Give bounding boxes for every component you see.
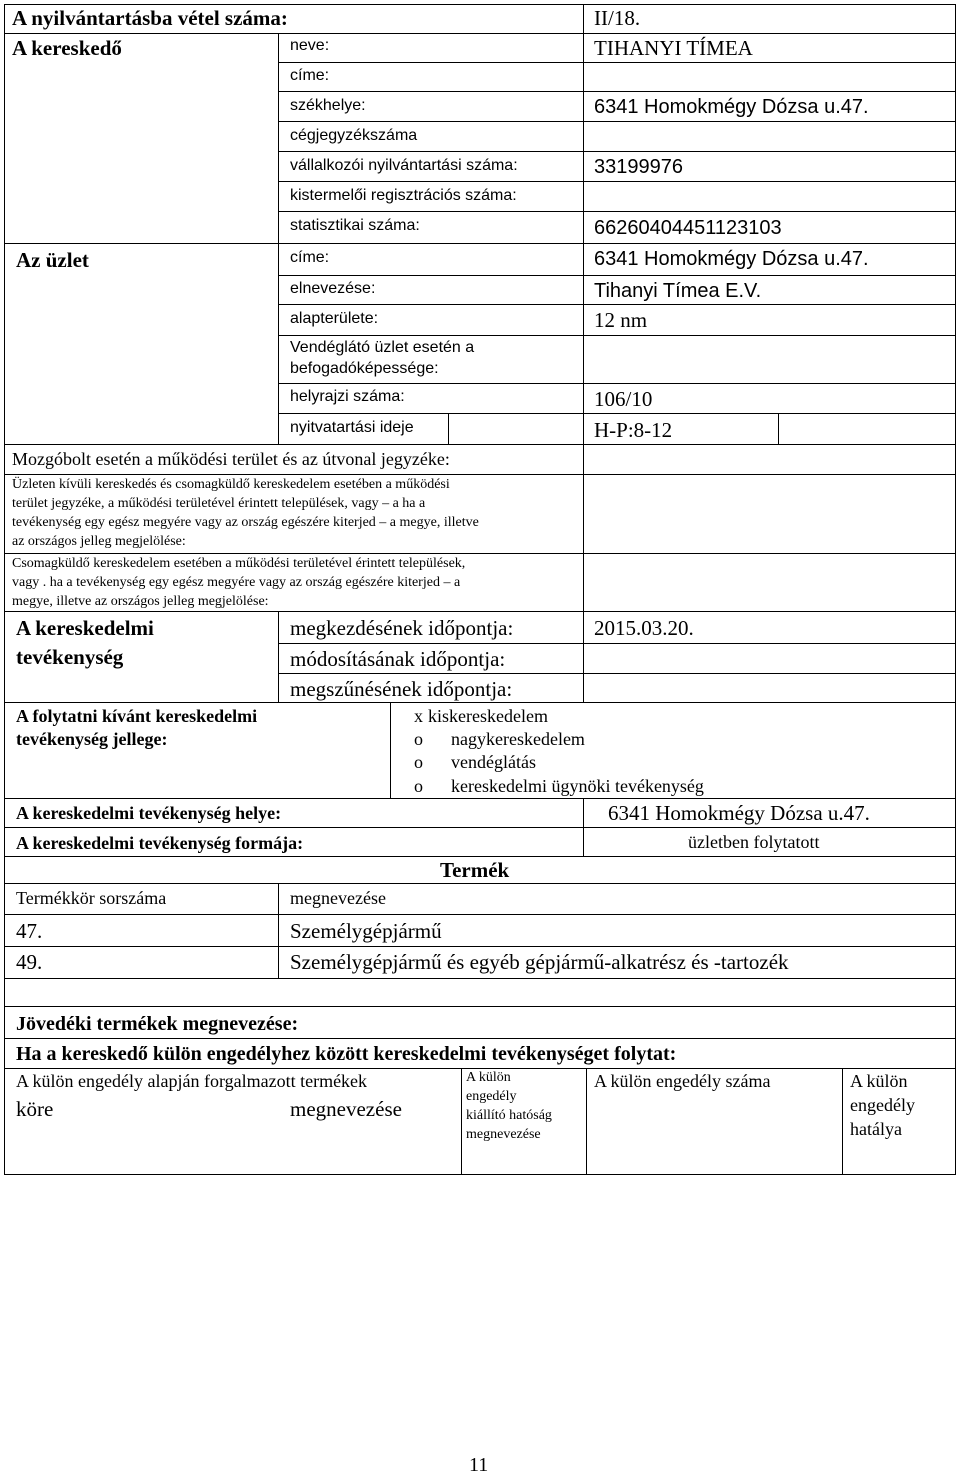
activity-start-value: 2015.03.20.	[594, 616, 694, 640]
row-divider	[278, 211, 955, 212]
option-mark: o	[414, 776, 423, 796]
row-divider	[278, 151, 955, 152]
row-divider	[278, 383, 955, 384]
col-divider	[278, 884, 279, 978]
product-number: 49.	[16, 950, 43, 974]
row-divider	[5, 856, 955, 857]
outside-text: tevékenység egy egész megyére vagy az ország egészére kiterjed – a megye, illetve	[12, 515, 479, 530]
col-divider	[448, 413, 449, 444]
nature-label: tevékenység jellege:	[16, 729, 168, 749]
col-divider	[842, 1069, 843, 1175]
outside-text: Üzleten kívüli kereskedés és csomagküldő kereskedelem esetében a működési	[12, 477, 450, 492]
option-mark: o	[414, 752, 423, 772]
option-mark: x	[414, 706, 423, 726]
license-col-validity: hatálya	[850, 1119, 902, 1139]
row-divider	[278, 91, 955, 92]
trader-heading: A kereskedő	[12, 36, 122, 60]
shop-lot-label: helyrajzi száma:	[290, 388, 405, 405]
trader-stat-label: statisztikai száma:	[290, 217, 420, 234]
license-col-products: A külön engedély alapján forgalmazott termékek	[16, 1071, 368, 1091]
row-divider	[5, 611, 955, 612]
mailorder-text: vagy . ha a tevékenység egy egész megyére vagy az ország egészére kiterjed – a	[12, 575, 461, 590]
col-divider	[586, 1069, 587, 1175]
col-divider	[461, 1069, 462, 1175]
trader-name-value: TIHANYI TÍMEA	[594, 36, 753, 60]
license-col-authority: kiállító hatóság	[466, 1108, 552, 1123]
row-divider	[278, 181, 955, 182]
shop-name-label: elnevezése:	[290, 280, 376, 297]
form-label: A kereskedelmi tevékenység formája:	[16, 833, 304, 853]
place-value: 6341 Homokmégy Dózsa u.47.	[608, 801, 870, 825]
license-col-scope: köre	[16, 1097, 54, 1121]
mailorder-text: Csomagküldő kereskedelem esetében a működési területével érintett települések,	[12, 556, 466, 571]
outside-text: az országos jelleg megjelölése:	[12, 534, 186, 549]
row-divider	[5, 946, 955, 947]
row-divider	[278, 275, 955, 276]
shop-lot-value: 106/10	[594, 387, 653, 411]
activity-heading: A kereskedelmi	[16, 616, 154, 640]
trader-address-label: címe:	[290, 67, 330, 84]
activity-start-label: megkezdésének időpontja:	[290, 616, 514, 640]
col-divider	[390, 703, 391, 798]
product-number: 47.	[16, 919, 43, 943]
product-name: Személygépjármű és egyéb gépjármű-alkatrész és -tartozék	[290, 950, 789, 974]
row-divider	[5, 798, 955, 799]
row-divider	[5, 474, 955, 475]
trader-stat-value: 66260404451123103	[594, 217, 782, 239]
shop-area-value: 12 nm	[594, 308, 648, 332]
row-divider	[278, 304, 955, 305]
shop-hours-value: H-P:8-12	[594, 418, 673, 442]
products-heading: Termék	[440, 858, 510, 882]
row-divider	[278, 413, 955, 414]
trader-seat-label: székhelye:	[290, 97, 366, 114]
row-divider	[5, 702, 955, 703]
activity-heading: tevékenység	[16, 645, 124, 669]
option-text: vendéglátás	[451, 752, 536, 772]
option-text: kereskedelmi ügynöki tevékenység	[451, 776, 704, 796]
row-divider	[5, 883, 955, 884]
shop-address-label: címe:	[290, 249, 330, 266]
shop-name-value: Tihanyi Tímea E.V.	[594, 280, 762, 302]
activity-end-label: megszűnésének időpontja:	[290, 677, 513, 701]
row-divider	[5, 978, 955, 979]
shop-heading: Az üzlet	[16, 248, 89, 272]
trader-producer-label: kistermelői regisztrációs száma:	[290, 187, 517, 204]
col-divider	[583, 5, 584, 444]
row-divider	[5, 827, 955, 828]
col-divider	[583, 444, 584, 612]
product-name: Személygépjármű	[290, 919, 442, 943]
trader-entrepreneur-label: vállalkozói nyilvántartási száma:	[290, 157, 518, 174]
row-divider	[5, 914, 955, 915]
license-col-validity: engedély	[850, 1095, 915, 1115]
col-divider	[278, 612, 279, 702]
activity-mod-label: módosításának időpontja:	[290, 647, 506, 671]
row-divider	[278, 62, 955, 63]
shop-capacity-label: Vendéglátó üzlet esetén a	[290, 339, 475, 356]
trader-company-reg-label: cégjegyzékszáma	[290, 127, 418, 144]
license-col-validity: A külön	[850, 1071, 908, 1091]
row-divider	[5, 1006, 955, 1007]
nature-label: A folytatni kívánt kereskedelmi	[16, 706, 258, 726]
col-divider	[778, 413, 779, 444]
row-divider	[5, 553, 955, 554]
shop-capacity-label: befogadóképessége:	[290, 360, 439, 377]
col-divider	[583, 612, 584, 702]
registration-value: II/18.	[594, 6, 641, 30]
registration-label: A nyilvántartásba vétel száma:	[12, 6, 288, 30]
products-col-number: Termékkör sorszáma	[16, 888, 167, 908]
license-col-authority: engedély	[466, 1089, 517, 1104]
option-text: kiskereskedelem	[428, 706, 548, 726]
license-col-authority: A külön	[466, 1070, 511, 1085]
row-divider	[278, 121, 955, 122]
row-divider	[278, 673, 955, 674]
option-text: nagykereskedelem	[451, 729, 585, 749]
products-col-name: megnevezése	[290, 888, 386, 908]
page-number: 11	[469, 1454, 489, 1476]
shop-hours-label: nyitvatartási ideje	[290, 419, 414, 436]
license-col-number: A külön engedély száma	[594, 1071, 771, 1091]
row-divider	[278, 643, 955, 644]
license-heading: Ha a kereskedő külön engedélyhez között kereskedelmi tevékenységet folytat:	[16, 1043, 677, 1065]
row-divider	[5, 33, 955, 34]
shop-address-value: 6341 Homokmégy Dózsa u.47.	[594, 248, 869, 270]
trader-seat-value: 6341 Homokmégy Dózsa u.47.	[594, 96, 869, 118]
row-divider	[278, 335, 955, 336]
trader-entrepreneur-value: 33199976	[594, 156, 683, 178]
outside-text: terület jegyzéke, a működési területével érintett települések, vagy – a ha a	[12, 496, 426, 511]
row-divider	[5, 444, 955, 445]
row-divider	[5, 1038, 955, 1039]
license-col-name: megnevezése	[290, 1097, 402, 1121]
col-divider	[278, 34, 279, 444]
mailorder-text: megye, illetve az országos jelleg megjelölése:	[12, 594, 269, 609]
excise-label: Jövedéki termékek megnevezése:	[16, 1013, 299, 1035]
place-label: A kereskedelmi tevékenység helye:	[16, 803, 282, 823]
form-value: üzletben folytatott	[688, 832, 820, 852]
mobile-label: Mozgóbolt esetén a működési terület és az útvonal jegyzéke:	[12, 449, 450, 469]
trader-name-label: neve:	[290, 37, 330, 54]
shop-area-label: alapterülete:	[290, 310, 379, 327]
license-col-authority: megnevezése	[466, 1127, 541, 1142]
col-divider	[583, 799, 584, 856]
row-divider	[5, 1068, 955, 1069]
option-mark: o	[414, 729, 423, 749]
row-divider	[5, 243, 955, 244]
